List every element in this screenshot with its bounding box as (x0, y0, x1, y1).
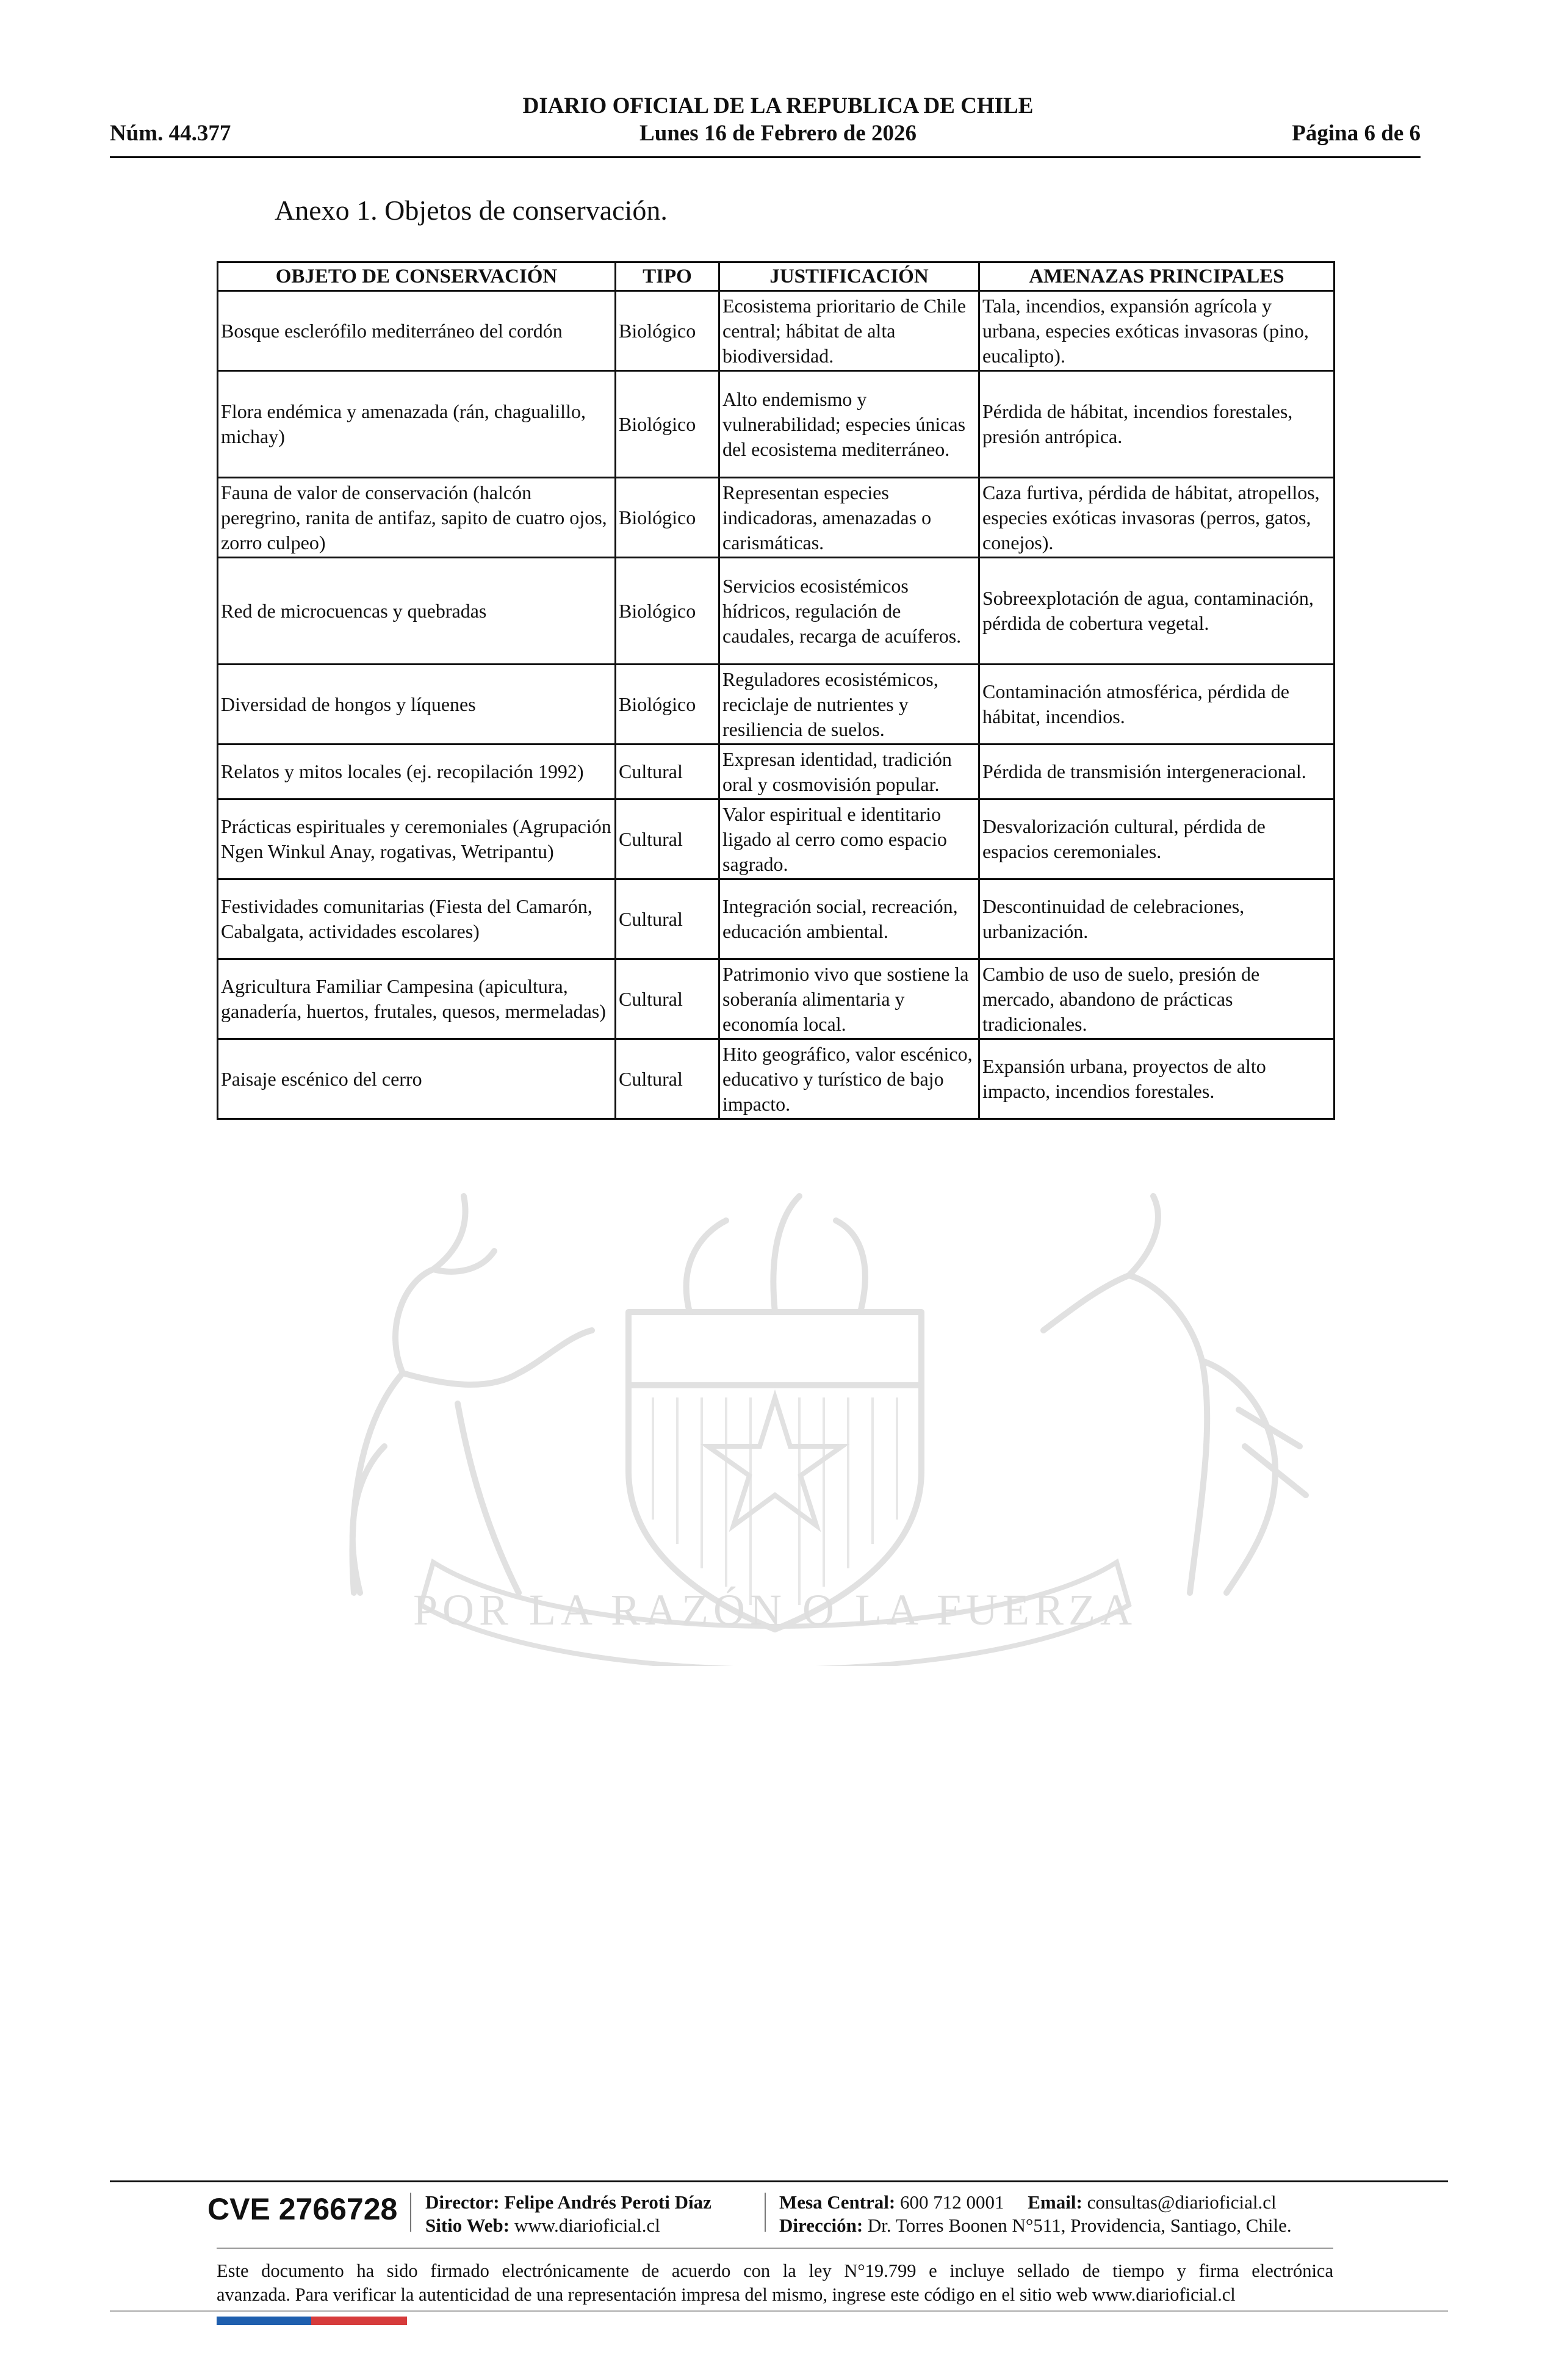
cell-tipo: Biológico (616, 665, 719, 745)
cell-amenazas: Contaminación atmosférica, pérdida de hábitat, incendios. (979, 665, 1334, 745)
footer-rule-top (110, 2180, 1448, 2182)
footer-director-block (425, 2191, 711, 2237)
cell-amenazas: Tala, incendios, expansión agrícola y urbana, especies exóticas invasoras (pino, eucalipto). (979, 291, 1334, 371)
cell-tipo: Cultural (616, 1039, 719, 1119)
cell-objeto: Red de microcuencas y quebradas (218, 558, 616, 665)
newspaper-title: DIARIO OFICIAL DE LA REPUBLICA DE CHILE (522, 93, 1034, 118)
conservation-objects-table (217, 261, 1335, 1120)
cell-amenazas: Desvalorización cultural, pérdida de espacios ceremoniales. (979, 799, 1334, 879)
cell-amenazas: Pérdida de transmisión intergeneracional. (979, 745, 1334, 799)
cell-justificacion: Representan especies indicadoras, amenazadas o carismáticas. (719, 478, 979, 558)
cell-tipo: Cultural (616, 879, 719, 959)
table-row (218, 665, 1334, 745)
annex-title: Anexo 1. Objetos de conservación. (275, 195, 668, 226)
footer-separator (765, 2193, 766, 2232)
cell-justificacion: Integración social, recreación, educación ambiental. (719, 879, 979, 959)
cell-justificacion: Alto endemismo y vulnerabilidad; especies únicas del ecosistema mediterráneo. (719, 371, 979, 478)
cell-tipo: Biológico (616, 291, 719, 371)
table-row (218, 1039, 1334, 1119)
cell-objeto: Paisaje escénico del cerro (218, 1039, 616, 1119)
cell-amenazas: Caza furtiva, pérdida de hábitat, atropellos, especies exóticas invasoras (perros, gatos, conejos). (979, 478, 1334, 558)
cell-amenazas: Expansión urbana, proyectos de alto impacto, incendios forestales. (979, 1039, 1334, 1119)
footer-separator (410, 2193, 411, 2232)
coat-of-arms-watermark (201, 1129, 1349, 1666)
issue-number: Núm. 44.377 (110, 121, 231, 146)
table-row (218, 291, 1334, 371)
cell-amenazas: Cambio de uso de suelo, presión de mercado, abandono de prácticas tradicionales. (979, 959, 1334, 1039)
phone-label: Mesa Central: (779, 2191, 896, 2213)
email-link[interactable]: consultas@diarioficial.cl (1087, 2191, 1277, 2213)
address-value: Dr. Torres Boonen N°511, Providencia, Santiago, Chile. (867, 2215, 1292, 2236)
email-label: Email: (1028, 2191, 1082, 2213)
table-row (218, 745, 1334, 799)
cell-justificacion: Ecosistema prioritario de Chile central; hábitat de alta biodiversidad. (719, 291, 979, 371)
cve-code: CVE 2766728 (207, 2192, 398, 2226)
cell-tipo: Biológico (616, 371, 719, 478)
signature-note (217, 2259, 1333, 2307)
cell-justificacion: Valor espiritual e identitario ligado al cerro como espacio sagrado. (719, 799, 979, 879)
cell-tipo: Cultural (616, 799, 719, 879)
table-row (218, 959, 1334, 1039)
director-name: Felipe Andrés Peroti Díaz (504, 2191, 711, 2213)
table-row (218, 371, 1334, 478)
issue-date: Lunes 16 de Febrero de 2026 (639, 121, 917, 146)
column-header-justificacion: JUSTIFICACIÓN (719, 262, 979, 291)
cell-objeto: Festividades comunitarias (Fiesta del Camarón, Cabalgata, actividades escolares) (218, 879, 616, 959)
web-link[interactable]: www.diarioficial.cl (514, 2215, 660, 2236)
web-label: Sitio Web: (425, 2215, 510, 2236)
cell-tipo: Cultural (616, 745, 719, 799)
cell-objeto: Flora endémica y amenazada (rán, chagualillo, michay) (218, 371, 616, 478)
cell-objeto: Prácticas espirituales y ceremoniales (Agrupación Ngen Winkul Anay, rogativas, Wetripantu) (218, 799, 616, 879)
cell-objeto: Diversidad de hongos y líquenes (218, 665, 616, 745)
cell-objeto: Fauna de valor de conservación (halcón peregrino, ranita de antifaz, sapito de cuatro ojos, zorro culpeo) (218, 478, 616, 558)
cell-tipo: Biológico (616, 558, 719, 665)
cell-tipo: Cultural (616, 959, 719, 1039)
page-indicator: Página 6 de 6 (1292, 121, 1421, 146)
cell-justificacion: Reguladores ecosistémicos, reciclaje de nutrientes y resiliencia de suelos. (719, 665, 979, 745)
cell-justificacion: Hito geográfico, valor escénico, educativo y turístico de bajo impacto. (719, 1039, 979, 1119)
column-header-tipo: TIPO (616, 262, 719, 291)
cell-amenazas: Pérdida de hábitat, incendios forestales, presión antrópica. (979, 371, 1334, 478)
cell-justificacion: Patrimonio vivo que sostiene la soberanía alimentaria y economía local. (719, 959, 979, 1039)
phone-value: 600 712 0001 (900, 2191, 1004, 2213)
cell-justificacion: Servicios ecosistémicos hídricos, regulación de caudales, recarga de acuíferos. (719, 558, 979, 665)
table-header-row (218, 262, 1334, 291)
column-header-objeto: OBJETO DE CONSERVACIÓN (218, 262, 616, 291)
cell-amenazas: Sobreexplotación de agua, contaminación, pérdida de cobertura vegetal. (979, 558, 1334, 665)
footer-rule-bottom (110, 2310, 1448, 2312)
column-header-amenazas: AMENAZAS PRINCIPALES (979, 262, 1334, 291)
table-row (218, 478, 1334, 558)
header-rule (110, 156, 1421, 158)
table-row (218, 879, 1334, 959)
cell-objeto: Agricultura Familiar Campesina (apicultura, ganadería, huertos, frutales, quesos, mermeladas) (218, 959, 616, 1039)
watermark-motto: POR LA RAZÓN O LA FUERZA (412, 1585, 1137, 1634)
cell-tipo: Biológico (616, 478, 719, 558)
table-row (218, 558, 1334, 665)
cell-objeto: Relatos y mitos locales (ej. recopilación 1992) (218, 745, 616, 799)
director-label: Director: (425, 2191, 500, 2213)
signature-note-line: Este documento ha sido firmado electrónicamente de acuerdo con la ley N°19.799 e incluye sellado de tiempo y firma electrónica (217, 2260, 1333, 2281)
table-row (218, 799, 1334, 879)
footer-contact-block (779, 2191, 1292, 2237)
flag-stripe-red (311, 2317, 407, 2325)
flag-stripe-blue (217, 2317, 311, 2325)
signature-note-line: avanzada. Para verificar la autenticidad de una representación impresa del mismo, ingrese este código en el sitio web www.diarioficial.cl (217, 2284, 1236, 2305)
cell-objeto: Bosque esclerófilo mediterráneo del cordón (218, 291, 616, 371)
cell-justificacion: Expresan identidad, tradición oral y cosmovisión popular. (719, 745, 979, 799)
footer-rule-mid (217, 2248, 1333, 2249)
cell-amenazas: Descontinuidad de celebraciones, urbanización. (979, 879, 1334, 959)
address-label: Dirección: (779, 2215, 863, 2236)
